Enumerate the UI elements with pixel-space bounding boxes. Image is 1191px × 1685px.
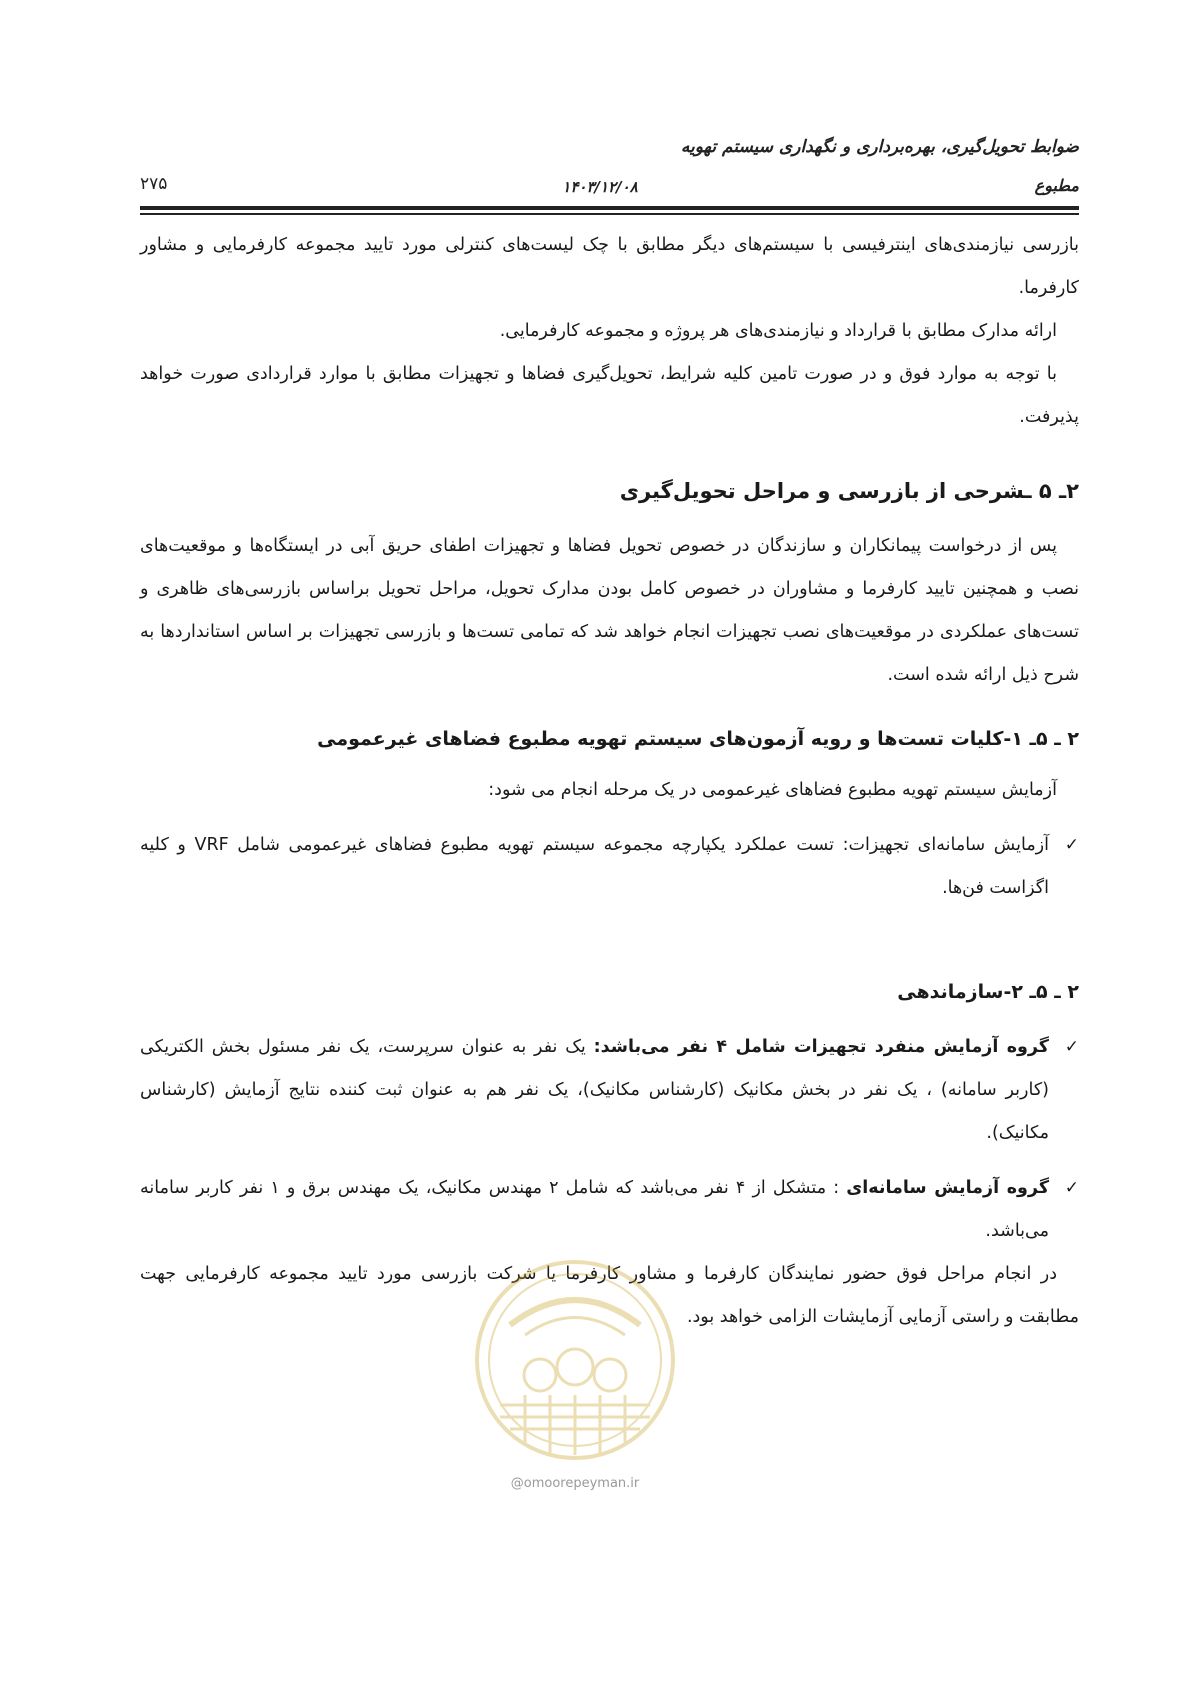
check-icon: ✓ (1064, 1037, 1079, 1057)
watermark-website: @omoorepeyman.ir (510, 1476, 640, 1491)
running-header-subject: مطبوع (1034, 176, 1079, 195)
watermark-stamp-logo (470, 1255, 680, 1465)
subsection-heading-tests: ۲ ـ ۵ـ ۱-کلیات تست‌ها و رویه آزمون‌های سیستم تهویه مطبوع فضاهای غیرعمومی (317, 728, 1079, 750)
page-number: ۲۷۵ (140, 174, 168, 194)
header-rule-thin (140, 213, 1079, 215)
subsection-heading-organization: ۲ ـ ۵ـ ۲-سازماندهی (897, 981, 1079, 1003)
checklist-item (140, 824, 1079, 910)
running-header-title: ضوابط تحویل‌گیری، بهره‌برداری و نگهداری سیستم تهویه (680, 137, 1079, 157)
body-paragraph-3: با توجه به موارد فوق و در صورت تامین کلیه شرایط، تحویل‌گیری فضاها و تجهیزات مطابق با موارد قراردادی صورت خواهد پذیرفت. (140, 364, 1079, 427)
checklist-item (140, 1167, 1079, 1253)
checklist-item-bold: گروه آزمایش سامانه‌ای (846, 1178, 1049, 1198)
checklist-item-text: : متشکل از ۴ نفر می‌باشد که شامل ۲ مهندس مکانیک، یک مهندس برق و ۱ نفر کاربر سامانه می‌باشد. (140, 1178, 1049, 1241)
check-icon: ✓ (1064, 1178, 1079, 1198)
body-paragraph-2: ارائه مدارک مطابق با قرارداد و نیازمندی‌های هر پروژه و مجموعه کارفرمایی. (499, 321, 1057, 341)
main-content (140, 224, 1079, 1339)
subsection-intro-tests: آزمایش سیستم تهویه مطبوع فضاهای غیرعمومی در یک مرحله انجام می شود: (488, 780, 1057, 800)
checklist-item (140, 1026, 1079, 1155)
body-paragraph-1: بازرسی نیازمندی‌های اینترفیسی با سیستم‌های دیگر مطابق با چک لیست‌های کنترلی مورد تایید مجموعه کارفرمایی و مشاور کارفرما. (140, 235, 1079, 298)
checklist-item-bold: گروه آزمایش منفرد تجهیزات شامل ۴ نفر می‌باشد: (593, 1037, 1049, 1057)
checklist-item-text: آزمایش سامانه‌ای تجهیزات: تست عملکرد یکپارچه مجموعه سیستم تهویه مطبوع فضاهای غیرعمومی شامل VRF و کلیه اگزاست فن‌ها. (140, 835, 1049, 898)
checklist-item-text: یک نفر به عنوان سرپرست، یک نفر مسئول بخش الکتریکی (کاربر سامانه) ، یک نفر در بخش مکانیک (کارشناس مکانیک)، یک نفر هم به عنوان ثبت کننده نتایج آزمایش (کارشناس مکانیک). (140, 1037, 1049, 1143)
closing-paragraph: در انجام مراحل فوق حضور نمایندگان کارفرما و مشاور کارفرما یا شرکت بازرسی مورد تایید مجموعه کارفرمایی جهت مطابقت و راستی آزمایی آزمایشات الزامی خواهد بود. (140, 1264, 1079, 1327)
section-heading-inspection: ۲ـ ۵ ـشرحی از بازرسی و مراحل تحویل‌گیری (619, 479, 1079, 503)
check-icon: ✓ (1064, 835, 1079, 855)
header-date: ۱۴۰۳/۱۲/۰۸ (562, 178, 638, 196)
section-paragraph-inspection: پس از درخواست پیمانکاران و سازندگان در خصوص تحویل فضاها و تجهیزات اطفای حریق آبی در ایستگاه‌ها و موقعیت‌های نصب و همچنین تایید کارفرما و مشاوران در خصوص کامل بودن مدارک تحویل، مراحل تحویل براساس بازرسی‌های ظاهری و تست‌های عملکردی در موقعیت‌های نصب تجهیزات انجام خواهد شد که تمامی تست‌ها و بازرسی تجهیزات بر اساس استانداردها به شرح ذیل ارائه شده است. (140, 536, 1079, 685)
header-rule-thick (140, 206, 1079, 210)
